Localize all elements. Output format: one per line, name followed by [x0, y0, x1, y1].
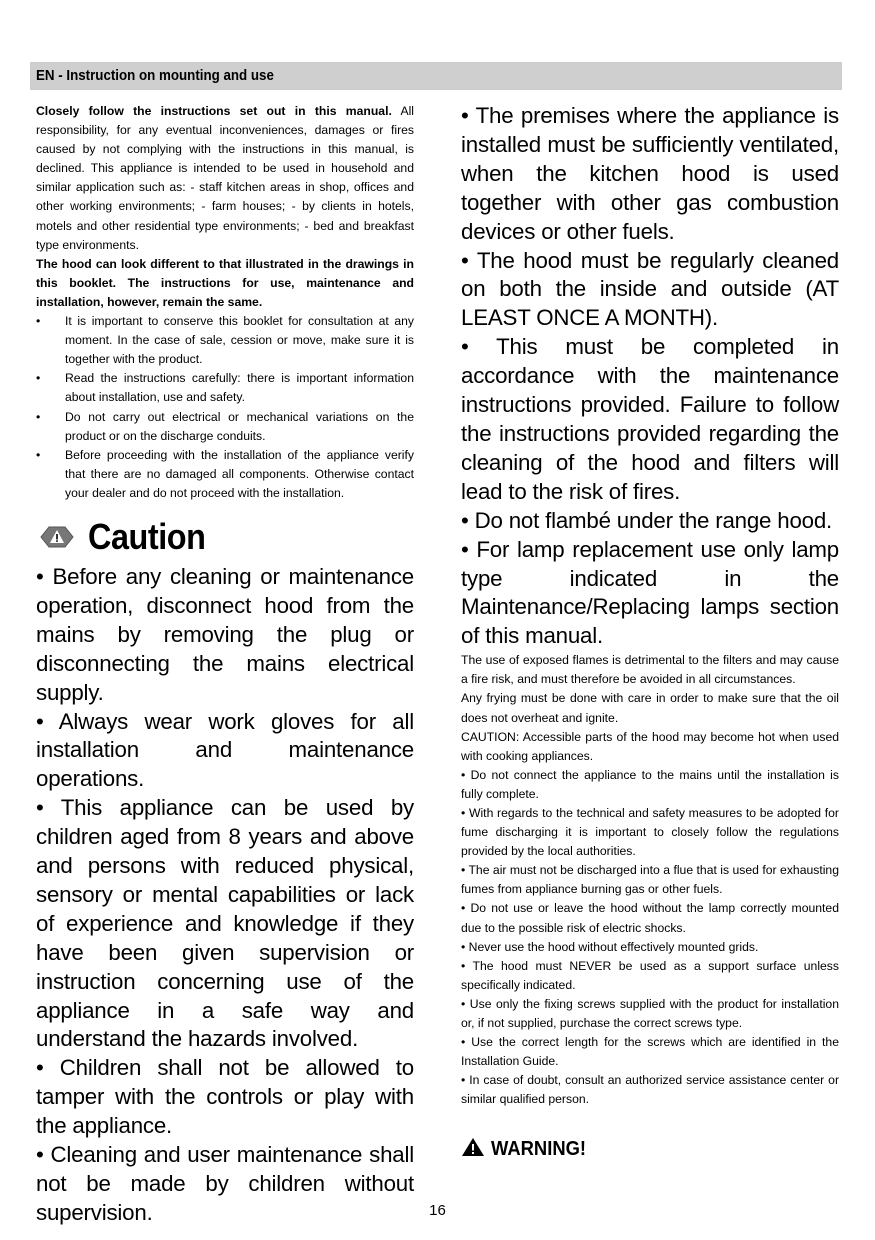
warning-triangle-icon: [461, 1137, 485, 1162]
safety-note: The use of exposed flames is detrimental to the filters and may cause a fire risk, and must therefore be avoided in all circumstances.: [461, 653, 839, 687]
safety-note: • With regards to the technical and safety measures to be adopted for fume discharging it is important to closely follow the regulations provided by the local authorities.: [461, 805, 839, 859]
left-column: [36, 102, 414, 1228]
intro-text: All responsibility, for any eventual inconveniences, damages or fires caused by not complying with the instructions in this manual, is declined. This appliance is intended to be used in household and similar application such as: - staff kitchen areas in shop, offices and other working environments; - farm houses; - by clients in hotels, motels and other residential type environments; - bed and breakfast type environments.: [36, 104, 414, 252]
safety-paragraph: • This must be completed in accordance with the maintenance instructions provided. Failure to follow the instructions provided regarding the cleaning of the hood and filters will lead to the risk of fires.: [461, 334, 839, 504]
safety-paragraph: • The hood must be regularly cleaned on both the inside and outside (AT LEAST ONCE A MONTH).: [461, 247, 839, 331]
list-item: • Before proceeding with the installation of the appliance verify that there are no damaged all components. Otherwise contact your dealer and do not proceed with the installation.: [36, 446, 414, 503]
caution-title: Caution: [88, 515, 206, 557]
intro-bold-text: Closely follow the instructions set out in this manual.: [36, 104, 392, 118]
safety-paragraph: • The premises where the appliance is installed must be sufficiently ventilated, when the kitchen hood is used together with other gas combustion devices or other fuels.: [461, 103, 839, 244]
caution-paragraph: • Always wear work gloves for all installation and maintenance operations.: [36, 708, 414, 792]
drawing-notice: [36, 255, 414, 312]
safety-note: • Use only the fixing screws supplied with the product for installation or, if not supplied, purchase the correct screws type.: [461, 996, 839, 1030]
section-header-title: EN - Instruction on mounting and use: [36, 68, 274, 84]
caution-paragraph: • Before any cleaning or maintenance operation, disconnect hood from the mains by removing the plug or disconnecting the mains electrical supply.: [36, 563, 414, 705]
safety-note: • In case of doubt, consult an authorized service assistance center or similar qualified person.: [461, 1073, 839, 1107]
caution-icon: [40, 526, 74, 548]
caution-paragraph: • Cleaning and user maintenance shall not be made by children without supervision.: [36, 1142, 414, 1225]
caution-paragraph: • This appliance can be used by children aged from 8 years and above and persons with reduced physical, sensory or mental capabilities or lack of experience and knowledge if they have been given supervision or instruction concerning use of the appliance in a safe way and understand the hazards involved.: [36, 795, 414, 1052]
list-item: • Do not carry out electrical or mechanical variations on the product or on the discharge conduits.: [36, 408, 414, 446]
page-number: 16: [429, 1202, 446, 1219]
section-header-bar: [30, 62, 842, 90]
safety-paragraph: • For lamp replacement use only lamp type indicated in the Maintenance/Replacing lamps section of this manual.: [461, 536, 839, 649]
safety-note: • The hood must NEVER be used as a support surface unless specifically indicated.: [461, 958, 839, 992]
caution-paragraph: • Children shall not be allowed to tamper with the controls or play with the appliance.: [36, 1055, 414, 1139]
safety-note: CAUTION: Accessible parts of the hood may become hot when used with cooking appliances.: [461, 729, 839, 763]
instruction-bullet-list: [36, 312, 414, 503]
safety-note: • Do not use or leave the hood without the lamp correctly mounted due to the possible risk of electric shocks.: [461, 901, 839, 935]
list-item: • It is important to conserve this booklet for consultation at any moment. In the case of sale, cession or move, make sure it is together with the product.: [36, 312, 414, 369]
list-item: • Read the instructions carefully: there is important information about installation, use and safety.: [36, 369, 414, 407]
caution-heading: [36, 513, 414, 561]
warning-heading: [461, 1137, 839, 1162]
safety-note: • Use the correct length for the screws which are identified in the Installation Guide.: [461, 1035, 839, 1069]
safety-note: Any frying must be done with care in order to make sure that the oil does not overheat and ignite.: [461, 691, 839, 725]
intro-paragraph: [36, 102, 414, 255]
safety-note: • The air must not be discharged into a flue that is used for exhausting fumes from appliance burning gas or other fuels.: [461, 863, 839, 897]
warning-title: WARNING!: [491, 1138, 587, 1161]
safety-note: • Never use the hood without effectively mounted grids.: [461, 939, 759, 954]
safety-paragraph: • Do not flambé under the range hood.: [461, 507, 833, 533]
drawing-notice-text: The hood can look different to that illustrated in the drawings in this booklet. The instructions for use, maintenance and installation, however, remain the same.: [36, 256, 414, 309]
right-column: [461, 102, 839, 1162]
safety-note: • Do not connect the appliance to the mains until the installation is fully complete.: [461, 767, 839, 801]
